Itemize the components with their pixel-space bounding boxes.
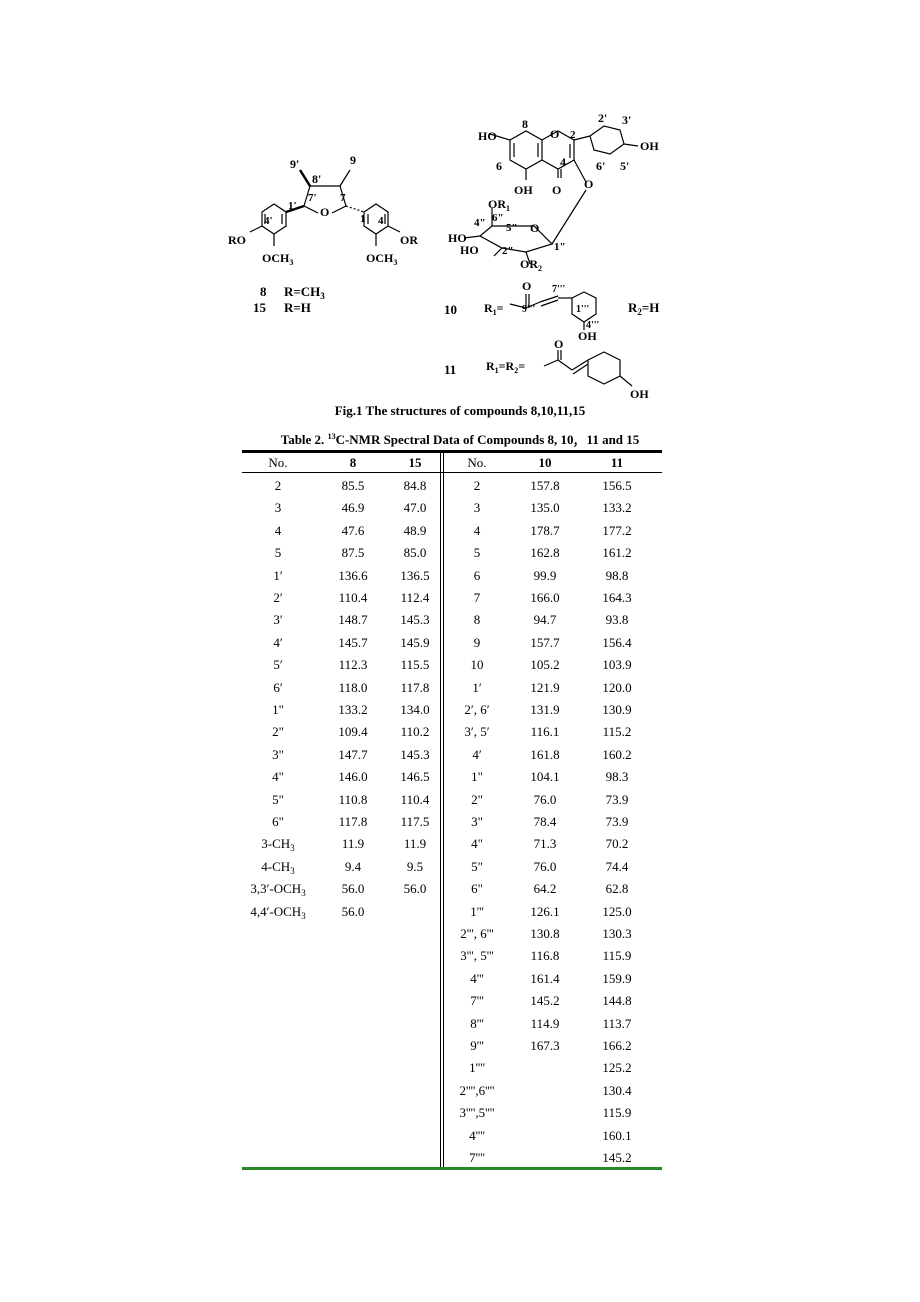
label-6pp: 6" [492,212,504,224]
right-row-7-col-2: 156.4 [602,634,632,650]
left-row-18-col-0: $3,3'-OCH_3$ [250,881,306,899]
left-row-16-col-0: $3-CH_3$ [261,836,295,854]
left-row-1-col-2: 47.0 [403,500,427,516]
right-row-2-col-0: 4 [473,522,481,538]
left-row-10-col-2: 134.0 [400,702,430,717]
label-4pp: 4" [474,217,486,229]
label-ro: RO [228,233,246,247]
left-row-16-col-1: 11.9 [341,836,365,852]
left-row-8-col-2: 115.5 [400,657,430,673]
label-r1-10: $R_1=$ [484,301,504,317]
label-9ppp: 9''' [522,304,536,315]
left-row-12-col-1: 147.7 [338,746,368,762]
right-row-21-col-1: 116.8 [530,948,560,964]
left-row-13-col-2: 146.5 [400,769,430,785]
label-2-flav: 2 [570,129,576,141]
right-row-15-col-2: 73.9 [605,814,629,829]
left-row-14-col-2: 110.4 [400,791,430,807]
left-row-13-col-1: 146.0 [338,769,368,785]
right-row-27-col-0: 2'''',6'''' [459,1082,495,1098]
right-row-26-col-0: 1'''' [469,1060,485,1076]
left-row-6-col-2: 145.3 [400,612,430,628]
left-row-10-col-1: 133.2 [338,702,368,717]
right-row-14-col-2: 73.9 [605,791,629,807]
right-row-4-col-2: 98.8 [605,567,629,583]
left-row-19-col-2 [380,901,450,923]
right-row-28-col-0: 3'''',5'''' [459,1105,495,1121]
right-row-21-col-2: 115.9 [602,948,632,964]
right-row-19-col-0: 1''' [470,903,484,919]
right-row-2-col-1: 178.7 [530,522,560,538]
label-6p: 6' [596,159,606,173]
right-row-29-col-2: 160.1 [602,1127,632,1143]
left-row-18-col-1: 56.0 [341,881,365,897]
right-row-11-col-2: 115.2 [602,724,632,740]
right-row-4-col-0: 6 [473,567,481,583]
label-r1r2: $R_1=R_2=$ [486,359,526,375]
label-ho-top: HO [478,129,497,143]
label-oh-11: OH [630,387,649,401]
left-row-14-col-1: 110.8 [338,791,368,807]
label-o-carbonyl: O [552,183,562,197]
left-row-7-col-1: 145.7 [338,634,368,650]
right-structure-labels [444,111,659,401]
right-row-26-col-2: 125.2 [602,1060,632,1076]
left-row-15-col-1: 117.8 [338,814,368,829]
label-7ppp: 7''' [552,284,566,295]
right-row-30-col-0: 7'''' [469,1150,485,1165]
right-row-24-col-1: 114.9 [530,1015,560,1031]
label-oh-10: OH [578,329,597,343]
left-row-18-col-2: 56.0 [403,881,427,897]
right-row-8-col-0: 10 [470,657,484,673]
label-8-flav: 8 [522,117,528,131]
label-oh-b: OH [640,139,659,153]
figure-caption: Fig.1 The structures of compounds 8,10,11,15 [334,403,586,418]
right-row-16-col-1: 71.3 [533,836,557,852]
right-row-5-col-2: 164.3 [602,590,632,605]
left-row-15-col-0: 6" [272,814,284,829]
header-no-left: No. [268,455,288,470]
right-row-30-col-2: 145.2 [602,1150,632,1165]
right-row-3-col-1: 162.8 [530,545,560,561]
right-row-9-col-0: 1′ [472,679,482,695]
right-row-18-col-0: 6" [471,881,483,897]
left-row-4-col-0: 1′ [273,567,283,583]
left-row-13-col-0: 4" [272,769,284,785]
label-r-h: R=H [284,300,311,315]
label-compound-8: 8 [260,284,267,299]
label-ho-sugar-2: HO [460,243,479,257]
label-och3-left: $OCH_3$ [262,251,294,267]
label-o-ring: O [550,127,560,141]
right-row-20-col-0: 2''', 6''' [460,926,494,941]
right-row-4-col-1: 99.9 [533,567,557,583]
right-row-1-col-0: 3 [473,500,481,516]
left-row-16-col-2: 11.9 [403,836,427,852]
right-row-7-col-0: 9 [473,634,481,650]
left-row-7-col-0: 4′ [273,634,283,650]
label-5pp: 5" [506,222,518,234]
label-or: OR [400,233,418,247]
right-row-23-col-1: 145.2 [530,993,560,1009]
label-och3-right: $OCH_3$ [366,251,398,267]
label-4: 4 [378,215,384,227]
right-row-0-col-2: 156.5 [602,478,632,493]
left-row-9-col-2: 117.8 [400,679,430,695]
right-row-24-col-0: 8''' [470,1015,484,1031]
right-row-20-col-2: 130.3 [602,926,632,941]
right-row-14-col-1: 76.0 [533,791,557,807]
left-row-4-col-1: 136.6 [338,567,368,583]
right-row-8-col-2: 103.9 [602,657,632,673]
right-row-1-col-2: 133.2 [602,500,632,516]
right-row-9-col-2: 120.0 [602,679,632,695]
right-row-28-col-2: 115.9 [602,1105,632,1121]
left-row-17-col-1: 9.4 [344,858,362,874]
right-row-10-col-0: 2′, 6′ [464,702,490,717]
right-row-27-col-2: 130.4 [602,1082,632,1098]
label-o-glyc: O [584,177,594,191]
label-r-ch3: $R=CH_3$ [284,284,325,301]
right-row-0-col-0: 2 [473,478,481,493]
left-row-3-col-0: 5 [274,545,282,561]
left-row-1-col-1: 46.9 [341,500,365,516]
right-row-12-col-1: 161.8 [530,746,560,762]
left-row-7-col-2: 145.9 [400,634,430,650]
left-row-11-col-1: 109.4 [338,724,368,740]
label-8-prime: 8' [312,172,322,186]
label-4ppp: 4''' [586,320,600,331]
right-row-21-col-0: 3''', 5''' [460,948,494,964]
right-row-19-col-2: 125.0 [602,903,632,919]
label-1: 1 [360,213,366,225]
label-o-10: O [522,279,532,293]
left-row-17-col-2: 9.5 [406,858,424,874]
label-4-prime: 4' [264,215,273,227]
left-row-10-col-0: 1" [272,702,284,717]
label-2pp: 2" [502,245,514,257]
right-row-15-col-1: 78.4 [533,814,557,829]
left-row-3-col-1: 87.5 [341,545,365,561]
header-no-right: No. [467,455,487,470]
right-row-25-col-1: 167.3 [530,1038,560,1053]
right-row-5-col-1: 166.0 [530,590,560,605]
left-row-1-col-0: 3 [274,500,282,516]
right-row-29-col-0: 4'''' [469,1127,485,1143]
right-row-13-col-0: 1" [471,769,483,785]
label-6-flav: 6 [496,159,502,173]
left-row-11-col-2: 110.2 [400,724,430,740]
left-row-5-col-1: 110.4 [338,590,368,605]
right-row-17-col-0: 5" [471,858,483,874]
right-row-0-col-1: 157.8 [530,478,560,493]
left-row-2-col-1: 47.6 [341,522,365,538]
right-row-10-col-1: 131.9 [530,702,560,717]
label-1pp: 1" [554,241,566,253]
right-row-13-col-1: 104.1 [530,769,560,785]
label-4-flav: 4 [560,155,566,169]
right-row-23-col-0: 7''' [470,993,484,1009]
right-row-20-col-1: 130.8 [530,926,560,941]
left-row-19-col-1: 56.0 [341,903,365,919]
right-row-14-col-0: 2" [471,791,483,807]
right-row-11-col-0: 3′, 5′ [464,724,490,740]
label-o-sugar: O [530,221,540,235]
label-7: 7 [340,192,346,204]
right-row-9-col-1: 121.9 [530,679,560,695]
label-2p: 2' [598,111,608,125]
left-row-11-col-0: 2" [272,724,284,740]
right-row-12-col-2: 160.2 [602,746,632,762]
label-compound-10: 10 [444,302,457,317]
label-oxygen: O [320,205,330,219]
right-row-1-col-1: 135.0 [530,500,560,516]
label-o-11: O [554,337,564,351]
left-row-8-col-1: 112.3 [338,657,368,673]
header-10: 10 [538,455,552,470]
left-row-0-col-2: 84.8 [403,478,427,493]
right-row-3-col-2: 161.2 [602,545,632,561]
left-structure-labels [228,153,418,315]
label-7-prime: 7' [308,192,317,204]
right-row-13-col-2: 98.3 [605,769,629,785]
right-row-22-col-0: 4''' [470,970,484,986]
left-row-5-col-0: 2′ [273,590,283,605]
right-row-15-col-0: 3" [471,814,483,829]
nmr-table [242,450,662,1170]
right-row-18-col-1: 64.2 [533,881,557,897]
label-compound-15: 15 [253,300,266,315]
label-1-prime: 1' [288,200,297,212]
right-row-7-col-1: 157.7 [530,634,560,650]
right-row-17-col-1: 76.0 [533,858,557,874]
right-row-27-col-1 [510,1080,580,1102]
left-row-17-col-0: $4-CH_3$ [261,858,295,876]
left-row-6-col-0: 3′ [273,612,283,628]
left-row-2-col-0: 4 [274,522,282,538]
right-row-25-col-2: 166.2 [602,1038,632,1053]
label-or2: $OR_2$ [520,257,542,273]
left-row-12-col-0: 3" [272,746,284,762]
right-row-12-col-0: 4′ [472,746,482,762]
left-row-9-col-0: 6′ [273,679,283,695]
right-row-6-col-0: 8 [473,612,481,628]
right-row-22-col-1: 161.4 [530,970,560,986]
label-oh-5: OH [514,183,533,197]
left-row-3-col-2: 85.0 [403,545,427,561]
left-row-5-col-2: 112.4 [400,590,430,605]
left-row-12-col-2: 145.3 [400,746,430,762]
left-row-2-col-2: 48.9 [403,522,427,538]
right-row-16-col-2: 70.2 [605,836,629,852]
header-8: 8 [349,455,357,470]
right-row-8-col-1: 105.2 [530,657,560,673]
header-15: 15 [408,455,422,470]
right-row-18-col-2: 62.8 [605,881,629,897]
left-row-15-col-2: 117.5 [400,814,430,829]
left-row-0-col-1: 85.5 [341,478,365,493]
right-row-6-col-2: 93.8 [605,612,629,628]
right-row-2-col-2: 177.2 [602,522,632,538]
right-row-26-col-1 [510,1057,580,1079]
label-ho-sugar-1: HO [448,231,467,245]
structures-figure [220,108,700,403]
label-9: 9 [350,153,356,167]
left-row-0-col-0: 2 [274,478,282,493]
label-or1: $OR_1$ [488,197,510,213]
right-row-25-col-0: 9''' [470,1038,484,1053]
right-row-29-col-1 [510,1125,580,1147]
left-row-9-col-1: 118.0 [338,679,368,695]
label-r2-h: $R_2=H$ [628,300,660,317]
right-row-5-col-0: 7 [473,590,481,605]
right-row-24-col-2: 113.7 [602,1015,632,1031]
right-row-19-col-1: 126.1 [530,903,560,919]
right-row-6-col-1: 94.7 [533,612,557,628]
label-9-prime: 9' [290,157,300,171]
left-row-19-col-0: $4,4'-OCH_3$ [250,903,306,921]
right-row-3-col-0: 5 [473,545,481,561]
right-row-16-col-0: 4" [471,836,483,852]
label-5p: 5' [620,159,630,173]
label-1ppp: 1''' [576,304,590,315]
right-row-17-col-2: 74.4 [605,858,629,874]
left-row-4-col-2: 136.5 [400,567,430,583]
right-row-22-col-2: 159.9 [602,970,632,986]
right-row-23-col-2: 144.8 [602,993,632,1009]
right-row-28-col-1 [510,1102,580,1124]
right-row-11-col-1: 116.1 [530,724,560,740]
header-11: 11 [610,455,624,470]
table-caption: Table 2. $^{13}$C-NMR Spectral Data of Compounds 8, 10，11 and 15 [280,432,640,447]
right-row-30-col-1 [510,1147,580,1169]
left-row-14-col-0: 5" [272,791,284,807]
right-structure-bonds [464,126,638,386]
right-row-10-col-2: 130.9 [602,702,632,717]
left-row-8-col-0: 5′ [273,657,283,673]
label-3p: 3' [622,113,632,127]
label-compound-11: 11 [444,362,457,377]
left-row-6-col-1: 148.7 [338,612,368,628]
